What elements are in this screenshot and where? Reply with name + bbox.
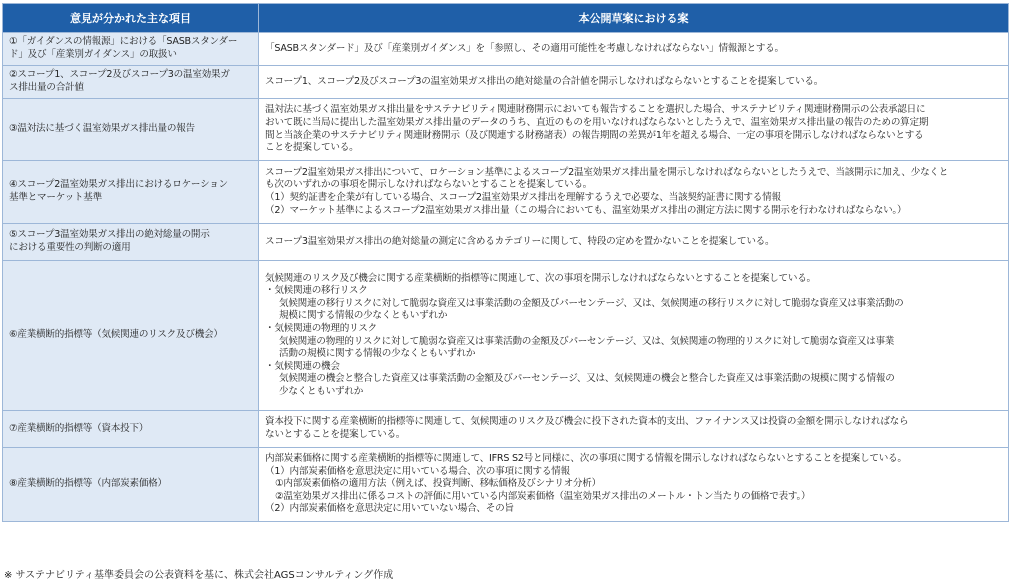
row-item-8 <box>3 448 259 522</box>
header-col-items: 意見が分かれた主な項目 <box>3 4 259 33</box>
proposal-bullet: ・気候関連の物理的リスク <box>265 322 377 334</box>
row-item-1 <box>3 33 259 66</box>
proposal-line: （2）内部炭素価格を意思決定に用いていない場合、その旨 <box>265 503 514 515</box>
row-item-7 <box>3 411 259 448</box>
item-line: ⑥産業横断的指標等（気候関連のリスク及び機会） <box>9 329 223 341</box>
row-proposal-1 <box>259 33 1009 66</box>
proposal-line: スコープ2温室効果ガス排出について、ロケーション基準によるスコープ2温室効果ガス排出量を開示しなければならないとしたうえで、当該開示に加え、少なくと <box>265 166 949 178</box>
proposal-line: スコープ3温室効果ガス排出の絶対総量の測定に含めるカテゴリーに関して、特段の定めを置かないことを提案している。 <box>265 235 775 247</box>
item-line: ス排出量の合計値 <box>9 82 84 93</box>
proposal-line: ①内部炭素価格の適用方法（例えば、投資判断、移転価格及びシナリオ分析） <box>275 478 601 490</box>
proposal-line: 気候関連のリスク及び機会に関する産業横断的指標等に関連して、次の事項を開示しなければならないとすることを提案している。 <box>265 272 816 284</box>
item-line: ⑤スコープ3温室効果ガス排出の絶対総量の開示 <box>9 229 210 241</box>
item-line: ②スコープ1、スコープ2及びスコープ3の温室効果ガ <box>9 69 230 81</box>
proposal-line: ことを提案している。 <box>265 142 359 154</box>
table-row <box>3 224 1009 261</box>
row-item-5 <box>3 224 259 261</box>
proposal-line: 気候関連の物理的リスクに対して脆弱な資産又は事業活動の金額及びパーセンテージ、又は、気候関連の物理的リスクに対して脆弱な資産又は事業 <box>279 335 895 347</box>
table-row <box>3 411 1009 448</box>
item-line: ③温対法に基づく温室効果ガス排出量の報告 <box>9 123 195 135</box>
proposal-line: ②温室効果ガス排出に係るコストの評価に用いている内部炭素価格（温室効果ガス排出のメートル・トン当たりの価格で表す。） <box>275 490 811 502</box>
proposal-line: 気候関連の機会と整合した資産又は事業活動の金額及びパーセンテージ、又は、気候関連の機会と整合した資産又は事業活動の規模に関する情報の <box>279 373 895 385</box>
row-item-4 <box>3 161 259 224</box>
proposal-line: 少なくともいずれか <box>279 385 364 397</box>
row-proposal-4 <box>259 161 1009 224</box>
row-item-6 <box>3 261 259 411</box>
proposal-line: も次のいずれかの事項を開示しなければならないとすることを提案している。 <box>265 179 593 191</box>
item-line: ①「ガイダンスの情報源」における「SASBスタンダー <box>9 36 238 48</box>
proposal-line: スコープ1、スコープ2及びスコープ3の温室効果ガス排出の絶対総量の合計値を開示しなければならないとすることを提案している。 <box>265 75 824 87</box>
proposal-line: 資本投下に関する産業横断的指標等に関連して、気候関連のリスク及び機会に投下された資本的支出、ファイナンス又は投資の金額を開示しなければなら <box>265 416 909 428</box>
table-row <box>3 33 1009 66</box>
source-footnote: ※ サステナビリティ基準委員会の公表資料を基に、株式会社AGSコンサルティング作成 <box>4 570 394 581</box>
row-proposal-6 <box>259 261 1009 411</box>
table-row <box>3 261 1009 411</box>
proposal-line: おいて既に当局に提出した温室効果ガス排出量のデータのうち、直近のものを用いなければならないとしたうえで、温室効果ガス排出量の報告のための算定期 <box>265 116 929 128</box>
table-row <box>3 448 1009 522</box>
proposal-line: （1）契約証書を企業が有している場合、スコープ2温室効果ガス排出を理解するうえで必要な、当該契約証書に関する情報 <box>265 192 781 203</box>
proposal-line: 温対法に基づく温室効果ガス排出量をサステナビリティ関連財務開示においても報告することを選択した場合、サステナビリティ関連財務開示の公表承認日に <box>265 104 926 116</box>
row-proposal-2 <box>259 66 1009 99</box>
item-line: における重要性の判断の適用 <box>9 242 131 253</box>
proposal-line: 気候関連の移行リスクに対して脆弱な資産又は事業活動の金額及びパーセンテージ、又は、気候関連の移行リスクに対して脆弱な資産又は事業活動の <box>279 297 904 309</box>
proposal-line: 「SASBスタンダード」及び「産業別ガイダンス」を「参照し、その適用可能性を考慮しなければならない」情報源とする。 <box>265 42 784 54</box>
item-line: ⑧産業横断的指標等（内部炭素価格） <box>9 478 167 490</box>
table-row <box>3 66 1009 99</box>
row-proposal-8 <box>259 448 1009 522</box>
item-line: ド」及び「産業別ガイダンス」の取扱い <box>9 49 177 60</box>
proposal-line: 間と当該企業のサステナビリティ関連財務開示（及び関連する財務諸表）の報告期間の差異が1年を超える場合、一定の事項を開示しなければならないとする <box>265 129 924 141</box>
proposal-line: （2）マーケット基準によるスコープ2温室効果ガス排出量（この場合においても、温室効果ガス排出の測定方法に関する開示を行わなければならない。） <box>265 204 907 216</box>
proposal-line: 内部炭素価格に関する産業横断的指標等に関連して、IFRS S2号と同様に、次の事項に関する情報を開示しなければならないとすることを提案している。 <box>265 453 907 465</box>
proposal-bullet: ・気候関連の機会 <box>265 360 340 372</box>
comparison-table <box>2 3 1009 522</box>
proposal-line: （1）内部炭素価格を意思決定に用いている場合、次の事項に関する情報 <box>265 465 570 477</box>
item-line: 基準とマーケット基準 <box>9 192 102 203</box>
header-col-proposal: 本公開草案における案 <box>259 4 1009 33</box>
item-line: ⑦産業横断的指標等（資本投下） <box>9 422 149 434</box>
row-proposal-3 <box>259 99 1009 161</box>
proposal-line: 活動の規模に関する情報の少なくともいずれか <box>279 348 476 360</box>
proposal-line: ないとすることを提案している。 <box>265 429 406 440</box>
item-line: ④スコープ2温室効果ガス排出におけるロケーション <box>9 179 228 191</box>
table-row <box>3 99 1009 161</box>
row-item-2 <box>3 66 259 99</box>
proposal-bullet: ・気候関連の移行リスク <box>265 285 368 297</box>
table-header-row <box>3 4 1009 33</box>
row-item-3 <box>3 99 259 161</box>
table-row <box>3 161 1009 224</box>
proposal-line: 規模に関する情報の少なくともいずれか <box>279 310 448 322</box>
row-proposal-5 <box>259 224 1009 261</box>
row-proposal-7 <box>259 411 1009 448</box>
